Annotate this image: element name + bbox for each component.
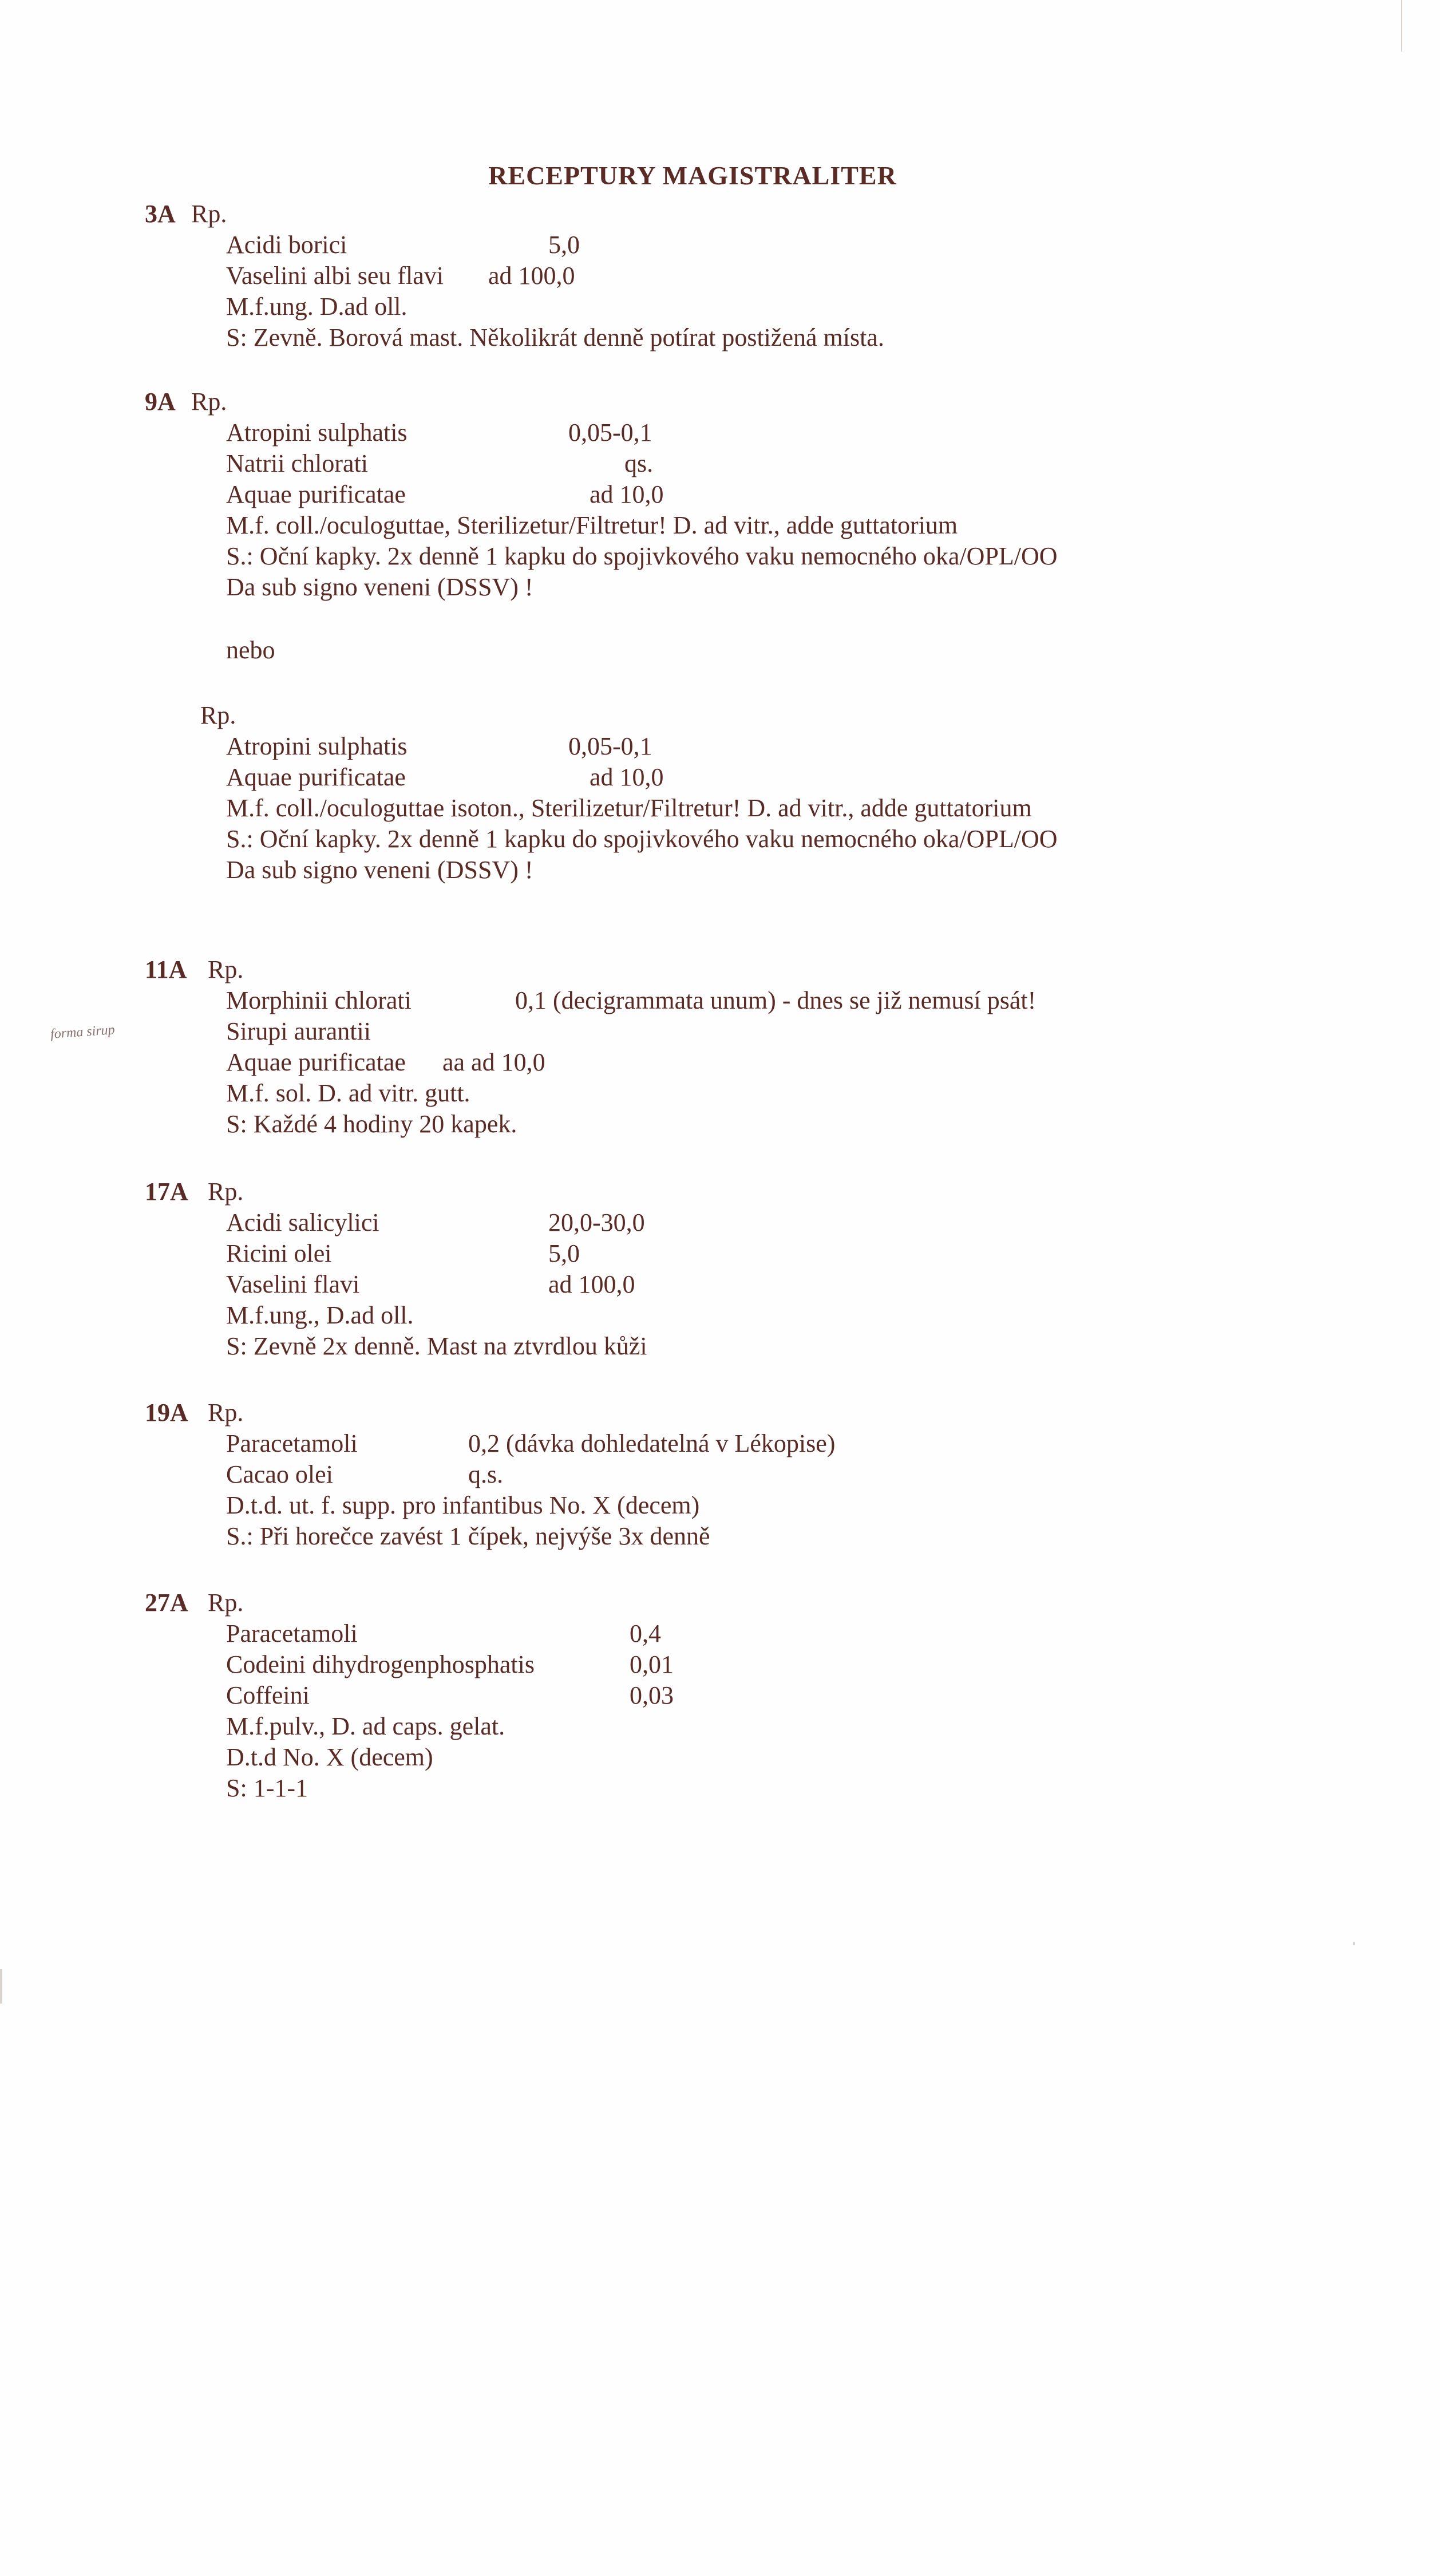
recipe-19a-ingredient-2-name: Cacao olei <box>226 1460 333 1488</box>
recipe-17a-mf: M.f.ung., D.ad oll. <box>226 1301 414 1329</box>
recipe-19a-dtd: D.t.d. ut. f. supp. pro infantibus No. X (decem) <box>226 1491 700 1519</box>
recipe-9a-alt-ingredient-2-name: Aquae purificatae <box>226 763 406 791</box>
recipe-3a-rp: Rp. <box>191 200 227 228</box>
recipe-27a-ingredient-1-name: Paracetamoli <box>226 1619 358 1647</box>
recipe-27a-rp: Rp. <box>208 1589 244 1617</box>
recipe-9a-signatura: S.: Oční kapky. 2x denně 1 kapku do spojivkového vaku nemocného oka/OPL/OO <box>226 542 1058 570</box>
recipe-17a-ingredient-1-amount: 20,0-30,0 <box>548 1208 645 1236</box>
recipe-17a-rp: Rp. <box>208 1178 244 1206</box>
recipe-27a-signatura: S: 1-1-1 <box>226 1774 308 1802</box>
recipe-11a-ingredient-1-name: Morphinii chlorati <box>226 986 412 1014</box>
recipe-3a-signatura: S: Zevně. Borová mast. Několikrát denně potírat postižená místa. <box>226 323 884 351</box>
recipe-17a-ingredient-3-amount: ad 100,0 <box>548 1270 635 1298</box>
recipe-9a-alt-ingredient-1-amount: 0,05-0,1 <box>568 732 652 760</box>
recipe-27a-ingredient-2-amount: 0,01 <box>630 1650 674 1678</box>
recipe-27a-ingredient-1-amount: 0,4 <box>630 1619 661 1647</box>
recipe-3a-id: 3A <box>145 200 176 228</box>
recipe-9a-alt-mf: M.f. coll./oculoguttae isoton., Sterilizetur/Filtretur! D. ad vitr., adde guttatorium <box>226 794 1032 822</box>
recipe-11a-signatura: S: Každé 4 hodiny 20 kapek. <box>226 1110 517 1138</box>
recipe-11a-rp: Rp. <box>208 955 244 983</box>
recipe-19a-ingredient-1-name: Paracetamoli <box>226 1429 358 1457</box>
recipe-27a-ingredient-3-name: Coffeini <box>226 1681 310 1709</box>
recipe-19a-ingredient-2-amount: q.s. <box>468 1460 504 1488</box>
recipe-27a-dtd: D.t.d No. X (decem) <box>226 1743 433 1771</box>
recipe-19a-rp: Rp. <box>208 1398 244 1427</box>
recipe-9a-dssv: Da sub signo veneni (DSSV) ! <box>226 573 533 601</box>
recipe-27a-ingredient-3-amount: 0,03 <box>630 1681 674 1709</box>
recipe-9a-rp: Rp. <box>191 388 227 416</box>
recipe-11a-ingredient-1-amount: 0,1 (decigrammata unum) - dnes se již nemusí psát! <box>515 986 1037 1014</box>
recipe-17a-signatura: S: Zevně 2x denně. Mast na ztvrdlou kůži <box>226 1332 647 1360</box>
scan-edge-mark <box>0 1969 2 2004</box>
recipe-17a-ingredient-3-name: Vaselini flavi <box>226 1270 360 1298</box>
recipe-11a-ingredient-3-amount: aa ad 10,0 <box>442 1048 545 1076</box>
scan-dust-mark <box>1353 1942 1355 1945</box>
recipe-17a-ingredient-2-name: Ricini olei <box>226 1239 332 1267</box>
recipe-11a-ingredient-3-name: Aquae purificatae <box>226 1048 406 1076</box>
recipe-17a-id: 17A <box>145 1178 188 1206</box>
alternative-separator: nebo <box>226 636 275 664</box>
recipe-9a-alt-signatura: S.: Oční kapky. 2x denně 1 kapku do spojivkového vaku nemocného oka/OPL/OO <box>226 825 1058 853</box>
recipe-3a-ingredient-2-name: Vaselini albi seu flavi <box>226 262 444 290</box>
recipe-9a-mf: M.f. coll./oculoguttae, Sterilizetur/Filtretur! D. ad vitr., adde guttatorium <box>226 511 958 539</box>
recipe-27a-ingredient-2-name: Codeini dihydrogenphosphatis <box>226 1650 535 1678</box>
recipe-3a-ingredient-1-amount: 5,0 <box>548 231 580 259</box>
page-title: RECEPTURY MAGISTRALITER <box>488 161 897 190</box>
recipe-9a-ingredient-2-name: Natrii chlorati <box>226 449 369 477</box>
recipe-3a-ingredient-2-amount: ad 100,0 <box>488 262 575 290</box>
recipe-27a-mf: M.f.pulv., D. ad caps. gelat. <box>226 1712 505 1740</box>
recipe-9a-ingredient-1-amount: 0,05-0,1 <box>568 418 652 447</box>
recipe-9a-ingredient-2-amount: qs. <box>624 449 654 477</box>
recipe-19a-id: 19A <box>145 1398 188 1427</box>
recipe-9a-alt-rp: Rp. <box>200 701 236 729</box>
recipe-9a-ingredient-3-amount: ad 10,0 <box>590 480 664 508</box>
recipe-9a-alt-ingredient-1-name: Atropini sulphatis <box>226 732 408 760</box>
recipe-27a-id: 27A <box>145 1589 188 1617</box>
recipe-11a-id: 11A <box>145 955 187 983</box>
recipe-11a-mf: M.f. sol. D. ad vitr. gutt. <box>226 1079 470 1107</box>
handwritten-margin-note: forma sirup <box>50 1022 116 1042</box>
recipe-17a-ingredient-1-name: Acidi salicylici <box>226 1208 379 1236</box>
recipe-9a-ingredient-3-name: Aquae purificatae <box>226 480 406 508</box>
recipe-9a-id: 9A <box>145 388 176 416</box>
scan-edge-mark <box>1401 0 1402 52</box>
recipe-9a-alt-ingredient-2-amount: ad 10,0 <box>590 763 664 791</box>
recipe-19a-ingredient-1-amount: 0,2 (dávka dohledatelná v Lékopise) <box>468 1429 836 1457</box>
recipe-3a-ingredient-1-name: Acidi borici <box>226 231 347 259</box>
recipe-9a-alt-dssv: Da sub signo veneni (DSSV) ! <box>226 856 533 884</box>
recipe-11a-ingredient-2-name: Sirupi aurantii <box>226 1017 371 1045</box>
recipe-9a-ingredient-1-name: Atropini sulphatis <box>226 418 408 447</box>
recipe-17a-ingredient-2-amount: 5,0 <box>548 1239 580 1267</box>
recipe-3a-mf: M.f.ung. D.ad oll. <box>226 293 408 321</box>
recipe-19a-signatura: S.: Při horečce zavést 1 čípek, nejvýše 3x denně <box>226 1522 710 1550</box>
